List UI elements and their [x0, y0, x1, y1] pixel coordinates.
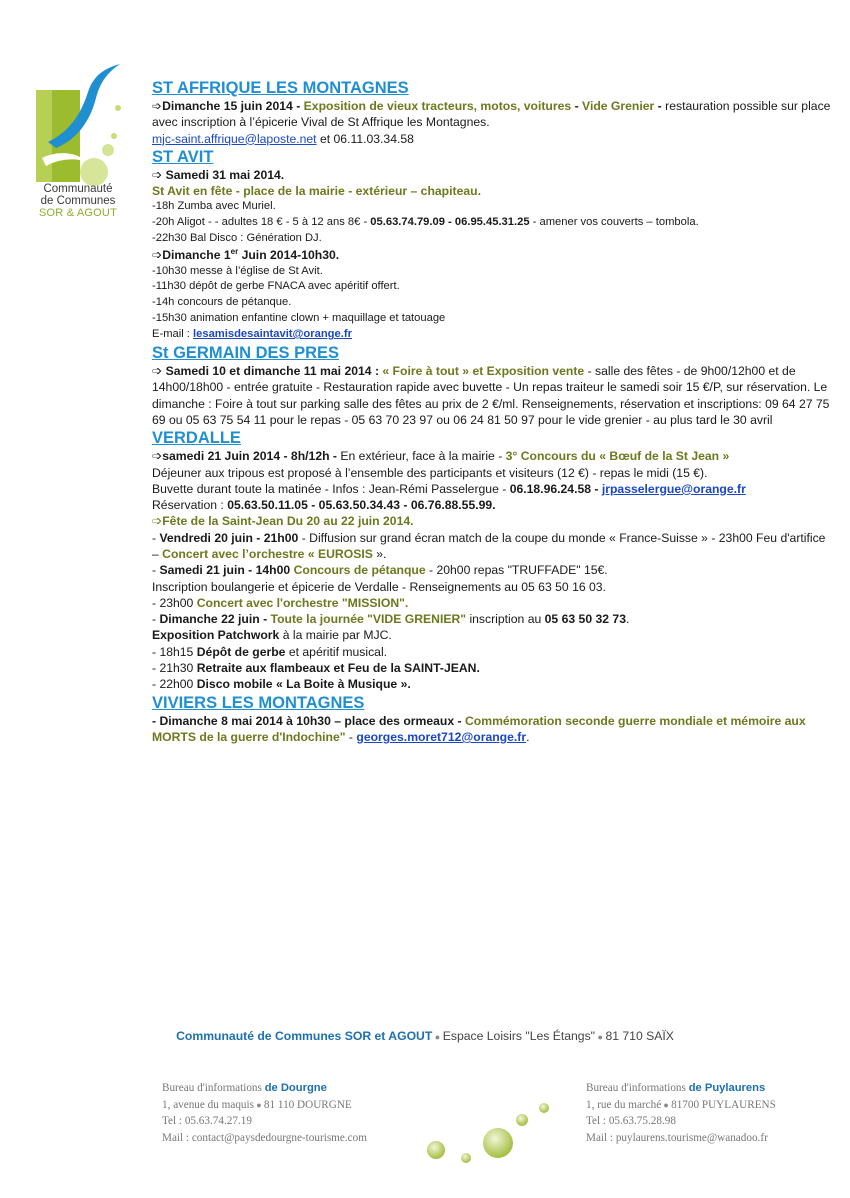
footer-main	[0, 1029, 850, 1043]
bureau-dourgne: Bureau d'informations de Dourgne 1, avenue du maquis ● 81 110 DOURGNE Tel : 05.63.74.27.19 Mail : contact@paysdedourgne-tourisme.com	[162, 1080, 367, 1146]
bullet-icon: ●	[432, 1032, 443, 1042]
email-link[interactable]: lesamisdesaintavit@orange.fr	[193, 328, 352, 341]
bullet-icon: ●	[661, 1099, 672, 1110]
st-avit-line: -11h30 dépôt de gerbe FNACA avec apéritif offert.	[152, 280, 400, 293]
viviers-paragraph: - Dimanche 8 mai 2014 à 10h30 – place des ormeaux - Commémoration seconde guerre mondiale et mémoire aux MORTS de la guerre d'Indochine" - georges.moret712@orange.fr.	[152, 713, 806, 744]
st-avit-line: -20h Aligot - - adultes 18 € - 5 à 12 ans 8€ - 05.63.74.79.09 - 06.95.45.31.25 - amener vos couverts – tombola.	[152, 216, 699, 229]
st-avit-line: -14h concours de pétanque.	[152, 296, 292, 309]
section-title-viviers: VIVIERS LES MONTAGNES	[152, 693, 365, 712]
bullet-icon: ●	[253, 1099, 264, 1110]
arrow-icon: ➩	[152, 514, 163, 529]
verdalle-line: - 21h30 Retraite aux flambeaux et Feu de la SAINT-JEAN.	[152, 661, 480, 676]
section-title-st-germain: St GERMAIN DES PRES	[152, 344, 340, 363]
section-title-verdalle: VERDALLE	[152, 429, 241, 448]
email-link[interactable]: jrpasselergue@orange.fr	[601, 481, 746, 496]
st-germain-paragraph: ➩ Samedi 10 et dimanche 11 mai 2014 : « Foire à tout » et Exposition vente - salle des fêtes - de 9h00/12h00 et de 14h00/18h00 - entrée gratuite - Restauration rapide avec buvette - Un repas traiteur le samedi soir 15 €/P, sur réservation. Le dimanche : Foire à tout sur parking salle des fêtes au prix de 2 €/ml. Renseignements, réservation et inscriptions: 09 64 27 75 69 ou 05 63 75 54 11 pour le repas - 05 63 70 23 97 ou 06 24 81 50 97 pour le vide grenier - au plus tard le 30 avril	[152, 364, 830, 427]
bubbles-decoration	[410, 1098, 560, 1168]
arrow-icon: ➩	[152, 248, 163, 263]
verdalle-line: Exposition Patchwork à la mairie par MJC.	[152, 628, 392, 643]
st-avit-line: -18h Zumba avec Muriel.	[152, 200, 276, 213]
verdalle-line: - 23h00 Concert avec l'orchestre "MISSION".	[152, 595, 409, 610]
events-content	[152, 78, 832, 745]
st-affrique-paragraph: ➩Dimanche 15 juin 2014 - Exposition de vieux tracteurs, motos, voitures - Vide Grenier - restauration possible sur place avec inscription à l’épicerie Vival de St Affrique les Montagnes.	[152, 99, 831, 130]
verdalle-p1: ➩samedi 21 Juin 2014 - 8h/12h - En extérieur, face à la mairie - 3° Concours du « Bœuf de la St Jean »	[152, 449, 730, 464]
logo-line-1: Communauté	[43, 183, 113, 195]
verdalle-line: - 22h00 Disco mobile « La Boite à Musique ».	[152, 677, 411, 692]
verdalle-p4: Réservation : 05.63.50.11.05 - 05.63.50.34.43 - 06.76.88.55.99.	[152, 498, 496, 513]
st-avit-email: E-mail : lesamisdesaintavit@orange.fr	[152, 328, 352, 341]
bureau-mail: Mail : contact@paysdedourgne-tourisme.com	[162, 1131, 367, 1144]
arrow-icon: ➩	[152, 364, 163, 379]
verdalle-fete: ➩Fête de la Saint-Jean Du 20 au 22 juin 2014.	[152, 514, 414, 529]
arrow-icon: ➩	[152, 167, 163, 182]
footer-org: Communauté de Communes SOR et AGOUT	[176, 1029, 433, 1043]
verdalle-line: Inscription boulangerie et épicerie de Verdalle - Renseignements au 05 63 50 16 03.	[152, 579, 606, 594]
email-link[interactable]: mjc-saint.affrique@laposte.net	[152, 131, 317, 146]
st-avit-fete: St Avit en fête - place de la mairie - extérieur – chapiteau.	[152, 184, 481, 199]
email-link[interactable]: georges.moret712@orange.fr	[356, 729, 527, 744]
st-avit-line: -22h30 Bal Disco : Génération DJ.	[152, 232, 322, 245]
verdalle-p3: Buvette durant toute la matinée - Infos : Jean-Rémi Passelergue - 06.18.96.24.58 - jrpasselergue@orange.fr	[152, 481, 746, 496]
bureau-puylaurens: Bureau d'informations de Puylaurens 1, rue du marché ● 81700 PUYLAURENS Tel : 05.63.75.28.98 Mail : puylaurens.tourisme@wanadoo.fr	[586, 1080, 776, 1146]
verdalle-p2: Déjeuner aux tripous est proposé à l’ensemble des participants et visiteurs (12 €) - repas le midi (15 €).	[152, 465, 708, 480]
st-affrique-contact: mjc-saint.affrique@laposte.net et 06.11.03.34.58	[152, 131, 414, 146]
arrow-icon: ➩	[152, 99, 163, 113]
st-avit-line: -10h30 messe à l’église de St Avit.	[152, 264, 323, 277]
section-title-st-affrique: ST AFFRIQUE LES MONTAGNES	[152, 79, 409, 97]
verdalle-line: - Vendredi 20 juin - 21h00 - Diffusion sur grand écran match de la coupe du monde « France-Suisse » - 23h00 Feu d'artifice – Concert avec l’orchestre « EUROSIS ».	[152, 530, 826, 561]
verdalle-line: - Samedi 21 juin - 14h00 Concours de pétanque - 20h00 repas "TRUFFADE" 15€.	[152, 563, 608, 578]
st-avit-line: -15h30 animation enfantine clown + maquillage et tatouage	[152, 312, 446, 325]
footer-place: Espace Loisirs "Les Étangs"	[442, 1029, 596, 1043]
st-avit-day1: ➩ Samedi 31 mai 2014.	[152, 167, 285, 182]
st-avit-day2: ➩Dimanche 1er Juin 2014-10h30.	[152, 247, 340, 263]
arrow-icon: ➩	[152, 449, 163, 464]
bullet-icon: ●	[595, 1032, 606, 1042]
footer-city: 81 710 SAÏX	[605, 1029, 674, 1043]
logo-text	[30, 183, 126, 219]
verdalle-line: - 18h15 Dépôt de gerbe et apéritif musical.	[152, 644, 388, 659]
bureau-mail: Mail : puylaurens.tourisme@wanadoo.fr	[586, 1131, 768, 1144]
verdalle-line: - Dimanche 22 juin - Toute la journée "VIDE GRENIER" inscription au 05 63 50 32 73.	[152, 612, 630, 627]
logo-line-2: de Communes	[40, 195, 116, 207]
section-title-st-avit: ST AVIT	[152, 147, 214, 166]
logo-line-3: SOR & AGOUT	[39, 207, 117, 219]
